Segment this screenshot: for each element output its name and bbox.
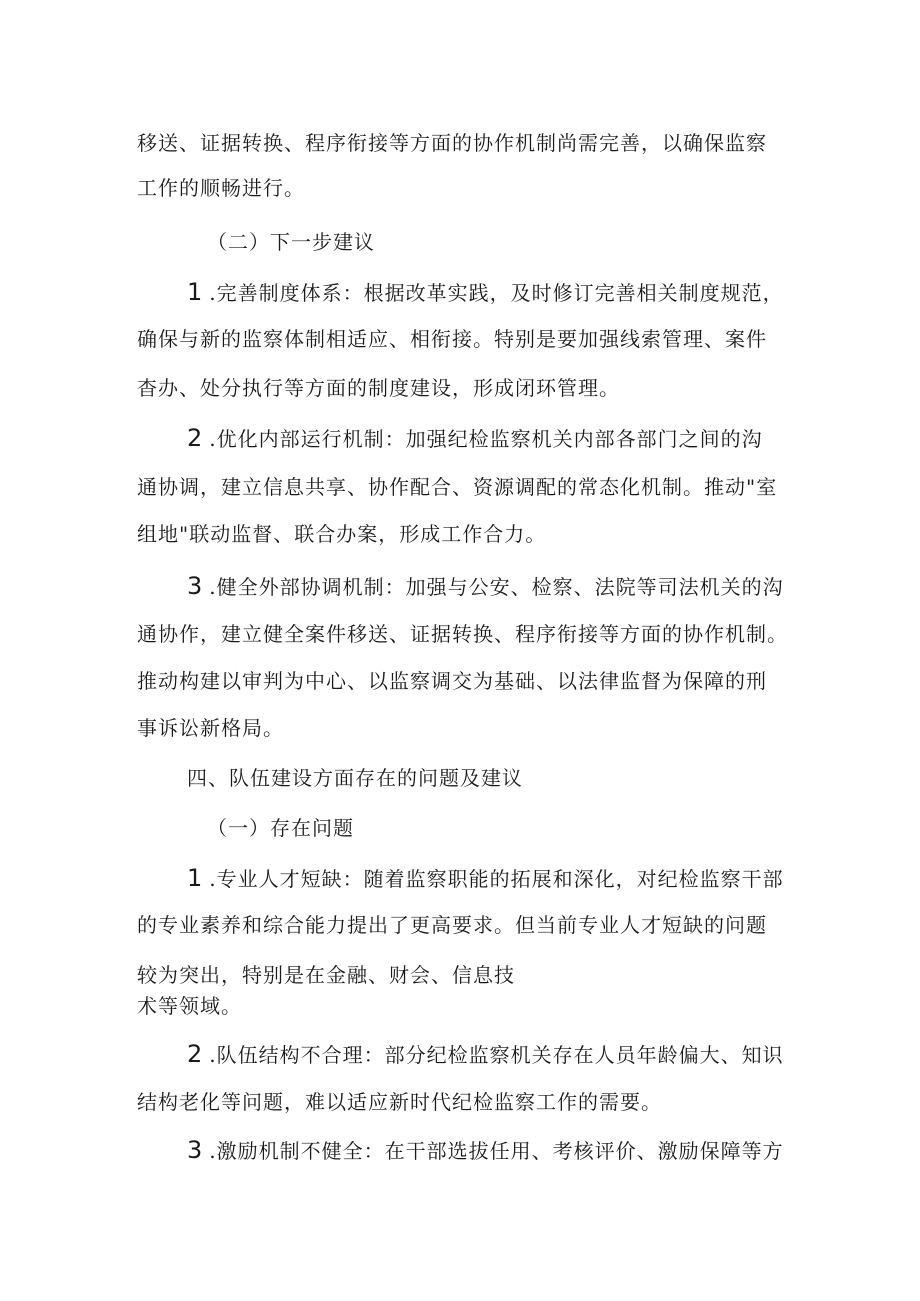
text-line: .专业人才短缺：随着监察职能的拓展和深化，对纪检监察干部 <box>209 867 784 891</box>
text-line: 较为突出，特别是在金融、财会、信息技 <box>137 963 515 987</box>
numbered-paragraph-start <box>187 1042 784 1067</box>
section-heading: 四、队伍建设方面存在的问题及建议 <box>187 766 523 790</box>
text-line: .队伍结构不合理：部分纪检监察机关存在人员年龄偏大、知识 <box>209 1043 784 1067</box>
text-line: 术等领域。 <box>137 994 242 1018</box>
text-line: 事诉讼新格局。 <box>137 716 284 740</box>
section-heading: （一）存在问题 <box>207 816 354 840</box>
text-line: .健全外部协调机制：加强与公安、检察、法院等司法机关的沟 <box>209 575 784 599</box>
text-line: 确保与新的监察体制相适应、相衔接。特别是要加强线索管理、案件 <box>137 327 767 351</box>
text-line: 通协作，建立健全案件移送、证据转换、程序衔接等方面的协作机制。 <box>137 622 788 646</box>
numbered-paragraph-start <box>187 866 784 891</box>
numbered-paragraph-start <box>187 426 763 451</box>
numbered-paragraph-start <box>187 1138 784 1163</box>
item-number: 1 <box>187 864 204 892</box>
item-number: 1 <box>187 278 204 306</box>
section-heading: （二）下一步建议 <box>207 230 375 254</box>
text-line: 结构老化等问题，难以适应新时代纪检监察工作的需要。 <box>137 1090 662 1114</box>
item-number: 2 <box>187 424 204 452</box>
text-line: 通协调，建立信息共享、协作配合、资源调配的常态化机制。推动"室 <box>137 475 778 499</box>
text-line: 移送、证据转换、程序衔接等方面的协作机制尚需完善，以确保监察 <box>137 131 767 155</box>
text-line: 组地"联动监督、联合办案，形成工作合力。 <box>137 522 547 546</box>
item-number: 2 <box>187 1040 204 1068</box>
numbered-paragraph-start <box>187 574 784 599</box>
item-number: 3 <box>187 1136 204 1164</box>
text-line: .激励机制不健全：在干部选拔任用、考核评价、激励保障等方 <box>209 1139 784 1163</box>
text-line: .优化内部运行机制：加强纪检监察机关内部各部门之间的沟 <box>209 427 763 451</box>
text-line: .完善制度体系：根据改革实践，及时修订完善相关制度规范， <box>209 281 784 305</box>
text-line: 杳办、处分执行等方面的制度建设，形成闭环管理。 <box>137 376 620 400</box>
text-line: 工作的顺畅进行。 <box>137 176 305 200</box>
item-number: 3 <box>187 572 204 600</box>
text-line: 的专业素养和综合能力提出了更高要求。但当前专业人才短缺的问题 <box>137 913 767 937</box>
text-line: 推动构建以审判为中心、以监察调交为基础、以法律监督为保障的刑 <box>137 669 767 693</box>
numbered-paragraph-start <box>187 280 784 305</box>
